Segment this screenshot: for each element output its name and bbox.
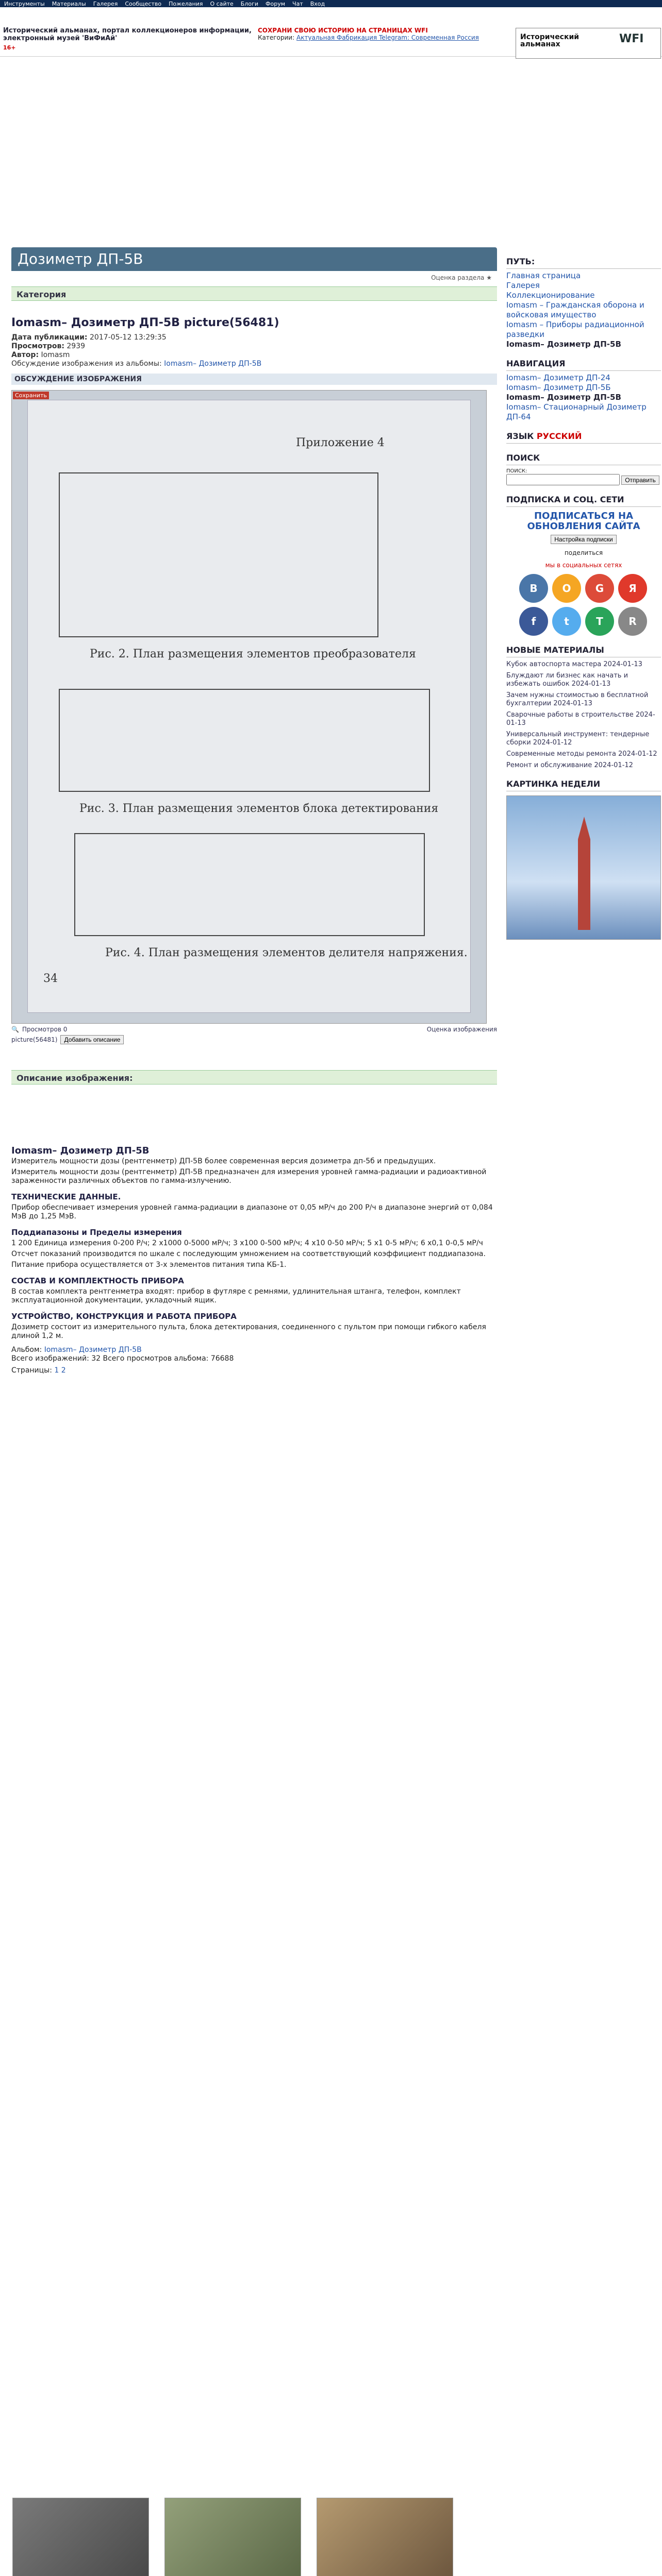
picture-tag: picture(56481) [11,1036,58,1043]
vk-icon[interactable]: В [519,574,548,603]
desc-para-2: Измеритель мощности дозы (рентгенметр) ДП-5В предназначен для измерения уровней гамма-радиации и радиоактивной зараженности различных объектов по гамма-излучению. [11,1168,487,1185]
thumb-image[interactable] [317,2498,453,2576]
description-heading: Iomasm– Дозиметр ДП-5В [11,1145,150,1156]
gplus-icon[interactable]: G [585,574,614,603]
age-rating [3,44,16,51]
image-tools [11,1026,497,1033]
language-label: ЯЗЫК [506,431,534,441]
breadcrumb [506,271,661,349]
main-content [11,247,497,1375]
age-value: 16+ [3,44,16,51]
figure-3 [59,689,430,792]
picture-week-heading: КАРТИНКА НЕДЕЛИ [506,779,661,791]
album-label: Альбом: [11,1346,42,1354]
subscribe-heading: ПОДПИСКА И СОЦ. СЕТИ [506,495,661,507]
album-text: Обсуждение изображения из альбомы: [11,360,162,368]
page-title: Дозиметр ДП-5В [11,247,497,271]
search-box [506,468,661,485]
news-item[interactable]: Ремонт и обслуживание 2024-01-12 [506,761,633,769]
categories-links[interactable]: Актуальная Фабрикация Telegram: Современная Россия [296,34,479,41]
thumb-image[interactable] [12,2498,149,2576]
save-badge[interactable]: Сохранить [13,392,49,399]
author-label: Автор: [11,351,39,359]
rating-label: Оценка раздела [431,274,485,281]
nav-item-tools[interactable]: Инструменты [4,0,45,7]
date-value: 2017-05-12 13:29:35 [90,333,167,342]
promo-cta[interactable]: СОХРАНИ СВОЮ ИСТОРИЮ НА СТРАНИЦАХ WFI [258,27,428,34]
pages-label: Страницы: [11,1366,52,1375]
social-buttons [519,574,648,636]
nav-item-forum[interactable]: Форум [266,0,286,7]
header-promo [258,27,500,41]
section-rating [431,274,492,281]
discuss-header: ОБСУЖДЕНИЕ ИЗОБРАЖЕНИЯ [11,374,497,385]
path-heading: ПУТЬ: [506,257,661,269]
nav-item-chat[interactable]: Чат [292,0,303,7]
views-label: Просмотров: [11,342,64,350]
set-heading: СОСТАВ И КОМПЛЕКТНОСТЬ ПРИБОРА [11,1276,184,1285]
album-link[interactable]: Iomasm– Дозиметр ДП-5В [164,360,262,368]
categories-label: Категории: [258,34,295,41]
rss-icon[interactable]: R [618,607,647,636]
site-logo[interactable] [516,28,661,59]
thumb-card[interactable] [164,2498,301,2576]
news-item[interactable]: Современные методы ремонта 2024-01-12 [506,750,657,758]
ranges-text: 1 200 Единица измерения 0-200 Р/ч; 2 х1000 0-5000 мР/ч; 3 х100 0-500 мР/ч; 4 х10 0-50 мР/ч; 5 х1 0-5 мР/ч; 6 х0,1 0-0,5 мР/ч [11,1239,483,1247]
site-header [0,7,662,57]
nav-item-login[interactable]: Вход [310,0,325,7]
social-caption: мы в социальных сетях [545,562,622,569]
nav-item-gallery[interactable]: Галерея [93,0,118,7]
set-text: В состав комплекта рентгенметра входят: прибор в футляре с ремнями, удлинительная штанга, телефон, комплект эксплуатационной документации, укладочный ящик. [11,1287,461,1304]
breadcrumb-item[interactable]: Коллекционирование [506,291,595,300]
main-photo[interactable] [11,390,487,1024]
nav-item-materials[interactable]: Материалы [52,0,86,7]
author-value: Iomasm [41,351,70,359]
tech-heading: ТЕХНИЧЕСКИЕ ДАННЫЕ. [11,1192,121,1201]
sidebar [506,247,661,940]
breadcrumb-item[interactable]: Главная страница [506,271,581,280]
thumb-card[interactable] [12,2498,149,2576]
nav-album-link[interactable]: Iomasm– Дозиметр ДП-5Б [506,383,611,392]
subscribe-settings-button[interactable]: Настройка подписки [551,535,616,544]
nav-item-about[interactable]: О сайте [210,0,234,7]
nav-album-link[interactable]: Iomasm– Стационарный Дозиметр ДП-64 [506,402,647,421]
breadcrumb-item[interactable]: Галерея [506,281,540,290]
share-label: поделиться [564,549,603,556]
news-item[interactable]: Кубок автоспорта мастера 2024-01-13 [506,660,642,668]
logo-wfi: WFI [619,32,644,45]
appendix-label: Приложение 4 [296,436,385,449]
album-navigation [506,373,661,422]
news-item[interactable]: Блуждают ли бизнес как начать и избежать ошибок 2024-01-13 [506,672,628,688]
image-rating-label: Оценка изображения [426,1026,497,1033]
ok-icon[interactable]: О [552,574,581,603]
build-text: Дозиметр состоит из измерительного пульта, блока детектирования, соединенного с пультом при помощи гибкого кабеля длиной 1,2 м. [11,1323,486,1340]
logo-text: Исторический альманах [520,33,580,48]
picture-of-week[interactable] [506,795,661,940]
yandex-icon[interactable]: Я [618,574,647,603]
build-heading: УСТРОЙСТВО, КОНСТРУКЦИЯ И РАБОТА ПРИБОРА [11,1312,237,1321]
figure-3-caption: Рис. 3. План размещения элементов блока детектирования [79,802,439,815]
news-item[interactable]: Универсальный инструмент: тендерные сборки 2024-01-12 [506,731,650,747]
album-stats: Всего изображений: 32 Всего просмотров альбома: 76688 [11,1354,234,1363]
search-heading: ПОИСК [506,453,661,465]
nav-heading: НАВИГАЦИЯ [506,359,661,371]
figure-2-caption: Рис. 2. План размещения элементов преобразователя [90,648,416,660]
figure-2 [59,472,378,637]
news-list [506,660,661,770]
breadcrumb-item[interactable]: Iomasm – Приборы радиационной разведки [506,320,644,339]
document-scan [27,400,471,1013]
page-number: 34 [43,972,58,985]
facebook-icon[interactable]: f [519,607,548,636]
views-value: 2939 [67,342,86,350]
desc-para-1: Измеритель мощности дозы (рентгенметр) ДП-5В более современная версия дозиметра дп-5б и предыдущих. [11,1157,436,1165]
nav-item-blogs[interactable]: Блоги [240,0,259,7]
news-heading: НОВЫЕ МАТЕРИАЛЫ [506,645,661,657]
news-item[interactable]: Сварочные работы в строительстве 2024-01-13 [506,711,655,727]
image-title: Iomasm– Дозиметр ДП-5В picture(56481) [11,316,279,329]
top-nav-bar [0,0,662,7]
ranges-heading: Поддиапазоны и Пределы измерения [11,1228,182,1237]
figure-4 [74,833,425,936]
thumbnail-grid [12,2498,497,2576]
thumb-card[interactable] [317,2498,453,2576]
nav-item-wishes[interactable]: Пожелания [169,0,203,7]
news-item[interactable]: Зачем нужны стоимостью в бесплатной бухгалтерии 2024-01-13 [506,691,649,707]
album-info-link[interactable]: Iomasm– Дозиметр ДП-5В [44,1346,142,1354]
telegram-icon[interactable]: T [585,607,614,636]
add-description-button[interactable]: Добавить описание [60,1035,124,1044]
figure-4-caption: Рис. 4. План размещения элементов делителя напряжения. [105,946,468,959]
desc-para-3: Отсчет показаний производится по шкале с последующим умножением на соответствующий коэффициент поддиапазона. [11,1250,486,1258]
thumb-image[interactable] [164,2498,301,2576]
site-title[interactable]: Исторический альманах, портал коллекционеров информации, электронный музей 'ВиФиАй' [3,27,252,42]
language-select[interactable]: РУССКИЙ [536,431,582,441]
breadcrumb-current: Iomasm– Дозиметр ДП-5В [506,340,621,349]
nav-album-current: Iomasm– Дозиметр ДП-5В [506,393,621,402]
star-icon[interactable]: ★ [486,274,492,281]
search-submit-button[interactable]: Отправить [621,476,659,485]
image-meta [11,333,497,368]
desc-para-4: Питание прибора осуществляется от 3-х элементов питания типа КБ-1. [11,1261,287,1269]
category-header: Категория [11,286,497,301]
twitter-icon[interactable]: t [552,607,581,636]
tower-shape [569,817,600,930]
search-label: ПОИСК: [506,468,527,474]
description-body [11,1146,497,1375]
zoom-icon[interactable]: 🔍 [11,1026,19,1033]
album-info [11,1346,497,1363]
subscribe-link[interactable]: ПОДПИСАТЬСЯ НА ОБНОВЛЕНИЯ САЙТА [527,511,640,532]
tech-text: Прибор обеспечивает измерения уровней гамма-радиации в диапазоне от 0,05 мР/ч до 200 Р/ч в диапазоне энергий от 0,084 МэВ до 1,25 МэВ. [11,1204,493,1221]
description-header: Описание изображения: [11,1070,497,1084]
language-heading [506,431,661,444]
date-label: Дата публикации: [11,333,88,342]
search-input[interactable] [506,474,620,485]
breadcrumb-item[interactable]: Iomasm – Гражданская оборона и войсковая имущество [506,300,644,319]
image-desc-row [11,1035,497,1044]
image-views: Просмотров 0 [22,1026,68,1033]
nav-item-community[interactable]: Сообщество [125,0,162,7]
pagination [11,1366,497,1375]
page-links[interactable]: 1 2 [54,1366,66,1375]
nav-album-link[interactable]: Iomasm– Дозиметр ДП-24 [506,373,610,382]
